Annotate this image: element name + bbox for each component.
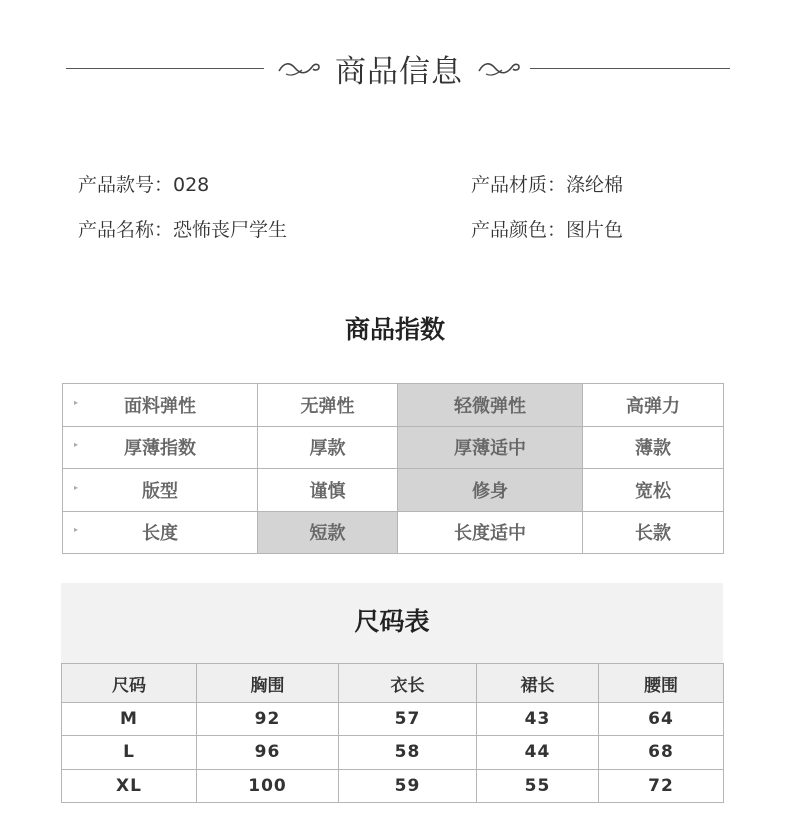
size-value-cell: 44 (477, 736, 599, 769)
index-label-text: 厚薄指数 (124, 438, 196, 460)
index-option-selected: 修身 (398, 469, 583, 512)
size-value-cell: 58 (339, 736, 477, 769)
size-chart-title: 尺码表 (354, 607, 430, 636)
index-section-title: 商品指数 (344, 315, 445, 344)
index-option: 宽松 (583, 469, 724, 512)
index-option: 厚款 (258, 426, 398, 469)
index-row (63, 511, 724, 554)
index-row-label (63, 426, 258, 469)
size-value-cell: 57 (339, 703, 477, 736)
size-label-cell: L (62, 736, 197, 769)
index-row (63, 384, 724, 427)
index-option: 长款 (583, 511, 724, 554)
divider-line-right (530, 68, 730, 69)
size-value-cell: 55 (477, 769, 599, 802)
index-option: 谨慎 (258, 469, 398, 512)
section-header (0, 44, 790, 94)
size-column-header: 裙长 (477, 664, 599, 703)
index-row-label (63, 469, 258, 512)
bullet-arrow-icon: ▸ (74, 440, 79, 450)
index-option: 无弹性 (258, 384, 398, 427)
product-model: 产品款号：028 (78, 174, 210, 196)
size-chart-header-row (62, 664, 724, 703)
divider-line-left (66, 68, 264, 69)
size-value-cell: 72 (599, 769, 724, 802)
index-label-text: 长度 (142, 523, 178, 545)
index-row-label (63, 384, 258, 427)
index-option: 薄款 (583, 426, 724, 469)
index-option-selected: 厚薄适中 (398, 426, 583, 469)
product-material: 产品材质：涤纶棉 (471, 174, 624, 196)
size-column-header: 衣长 (339, 664, 477, 703)
bullet-arrow-icon: ▸ (74, 397, 79, 407)
index-row (63, 469, 724, 512)
product-name: 产品名称：恐怖丧尸学生 (78, 219, 288, 241)
size-value-cell: 92 (197, 703, 339, 736)
index-option-selected: 轻微弹性 (398, 384, 583, 427)
index-option: 长度适中 (398, 511, 583, 554)
index-label-text: 版型 (142, 480, 178, 502)
size-chart-banner (61, 583, 723, 663)
product-index-table (62, 383, 724, 554)
size-column-header: 胸围 (197, 664, 339, 703)
size-label-cell: M (62, 703, 197, 736)
size-value-cell: 96 (197, 736, 339, 769)
size-value-cell: 100 (197, 769, 339, 802)
size-column-header: 腰围 (599, 664, 724, 703)
bullet-arrow-icon: ▸ (74, 525, 79, 535)
index-option: 高弹力 (583, 384, 724, 427)
size-value-cell: 59 (339, 769, 477, 802)
index-row (63, 426, 724, 469)
size-row (62, 769, 724, 802)
size-row (62, 736, 724, 769)
index-label-text: 面料弹性 (124, 395, 196, 417)
swirl-ornament-left-icon (276, 56, 322, 80)
size-value-cell: 64 (599, 703, 724, 736)
page-title: 商品信息 (335, 54, 463, 90)
size-row (62, 703, 724, 736)
size-label-cell: XL (62, 769, 197, 802)
size-chart-table (61, 663, 724, 803)
bullet-arrow-icon: ▸ (74, 482, 79, 492)
product-color: 产品颜色：图片色 (471, 219, 624, 241)
size-column-header: 尺码 (62, 664, 197, 703)
size-value-cell: 43 (477, 703, 599, 736)
swirl-ornament-right-icon (476, 56, 522, 80)
index-row-label (63, 511, 258, 554)
size-value-cell: 68 (599, 736, 724, 769)
index-option-selected: 短款 (258, 511, 398, 554)
